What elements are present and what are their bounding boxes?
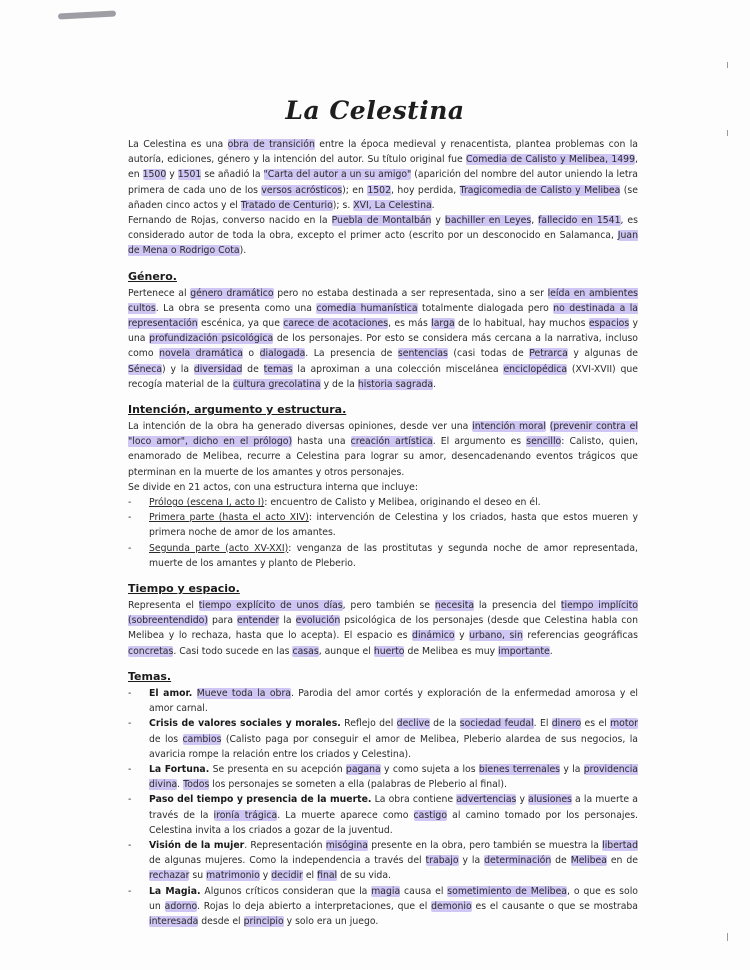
intencion-paragraph: La intención de la obra ha generado diversas opiniones, desde ver una intención moral (prevenir contra el "loco amor", dicho en el prólogo) hasta una creación artística. El argumento es sencillo: Calisto, quien, enamorado de Melibea, recurre a Celestina para lograr su amor, desencadenando eventos trágicos que pterminan en la muerte de los amantes y otros personajes. [128, 421, 638, 478]
intro-paragraph: La Celestina es una obra de transición entre la época medieval y renacentista, plantea problemas con la autoría, ediciones, género y la intención del autor. Su título original fue Comedia de Calisto y Melibea, 1499, en 1500 y 1501 se añadió la "Carta del autor a un su amigo" (aparición del nombre del autor uniendo la letra primera de cada uno de los versos acrósticos); en 1502, hoy perdida, Tragicomedia de Calisto y Melibea (se añaden cinco actos y el Tratado de Centurio); s. XVI, La Celestina. [128, 139, 639, 211]
section-heading-tiempo: Tiempo y espacio. [128, 582, 240, 596]
pen-scribble-mark [58, 10, 116, 19]
list-item: - Primera parte (hasta el acto XIV): intervención de Celestina y los criados, hasta que estos mueren y primera noche de amor de los amantes. [128, 510, 638, 540]
list-item: - La Fortuna. Se presenta en su acepción pagana y como sujeta a los bienes terrenales y la providencia divina. Todos los personajes se someten a ella (palabras de Pleberio al final). [128, 762, 638, 792]
list-item: - El amor. Mueve toda la obra. Parodia del amor cortés y exploración de la enfermedad amorosa y el amor carnal. [128, 686, 638, 716]
list-item: - Prólogo (escena I, acto I): encuentro de Calisto y Melibea, originando el deseo en él. [128, 495, 638, 510]
section-heading-genero: Género. [128, 269, 177, 283]
list-item: - Paso del tiempo y presencia de la muerte. La obra contiene advertencias y alusiones a la muerte a través de la ironía trágica. La muerte aparece como castigo al camino tomado por los personajes. Celestina invita a los criados a gozar de la juventud. [128, 792, 638, 838]
themes-list [128, 686, 638, 929]
list-item: - Crisis de valores sociales y morales. Reflejo del declive de la sociedad feudal. El dinero es el motor de los cambios (Calisto paga por conseguir el amor de Melibea, Pleberio alardea de sus negocios, la avaricia rompe la relación entre los criados y Celestina). [128, 716, 638, 762]
document-title: La Celestina [285, 96, 465, 125]
list-item: - Segunda parte (acto XV-XXI): venganza de las prostitutas y segunda noche de amor representada, muerte de los amantes y planto de Pleberio. [128, 541, 638, 571]
author-paragraph: Fernando de Rojas, converso nacido en la Puebla de Montalbán y bachiller en Leyes, fallecido en 1541, es considerado autor de toda la obra, excepto el primer acto (escrito por un desconocido en Salamanca, Juan de Mena o Rodrigo Cota). [128, 215, 638, 257]
list-item: - Visión de la mujer. Representación misógina presente en la obra, pero también se muestra la libertad de algunas mujeres. Como la independencia a través del trabajo y la determinación de Melibea en de rechazar su matrimonio y decidir el final de su vida. [128, 838, 638, 884]
section-heading-intencion: Intención, argumento y estructura. [128, 403, 347, 417]
document-body [128, 137, 638, 929]
tiempo-paragraph: Representa el tiempo explícito de unos días, pero también se necesita la presencia del tiempo implícito (sobreentendido) para entender la evolución psicológica de los personajes (desde que Celestina habla con Melibea y lo rechaza, hasta que lo acepta). El espacio es dinámico y urbano, sin referencias geográficas concretas. Casi todo sucede en las casas, aunque el huerto de Melibea es muy importante. [128, 600, 638, 657]
genero-paragraph: Pertenece al género dramático pero no estaba destinada a ser representada, sino a ser leída en ambientes cultos. La obra se presenta como una comedia humanística totalmente dialogada pero no destinada a la representación escénica, ya que carece de acotaciones, es más larga de lo habitual, hay muchos espacios y una profundización psicológica de los personajes. Por esto se considera más cercana a la narrativa, incluso como novela dramática o dialogada. La presencia de sentencias (casi todas de Petrarca y algunas de Séneca) y la diversidad de temas la aproximan a una colección miscelánea enciclopédica (XVI-XVII) que recogía material de la cultura grecolatina y de la historia sagrada. [128, 287, 639, 390]
list-item: - La Magia. Algunos críticos consideran que la magia causa el sometimiento de Melibea, o que es solo un adorno. Rojas lo deja abierto a interpretaciones, que el demonio es el causante o que se mostraba interesada desde el principio y solo era un juego. [128, 884, 638, 930]
structure-list [128, 495, 638, 571]
structure-intro: Se divide en 21 actos, con una estructura interna que incluye: [128, 481, 419, 493]
section-heading-temas: Temas. [128, 669, 172, 683]
margin-mark [727, 62, 728, 68]
margin-mark [727, 933, 728, 941]
margin-mark [727, 130, 728, 136]
